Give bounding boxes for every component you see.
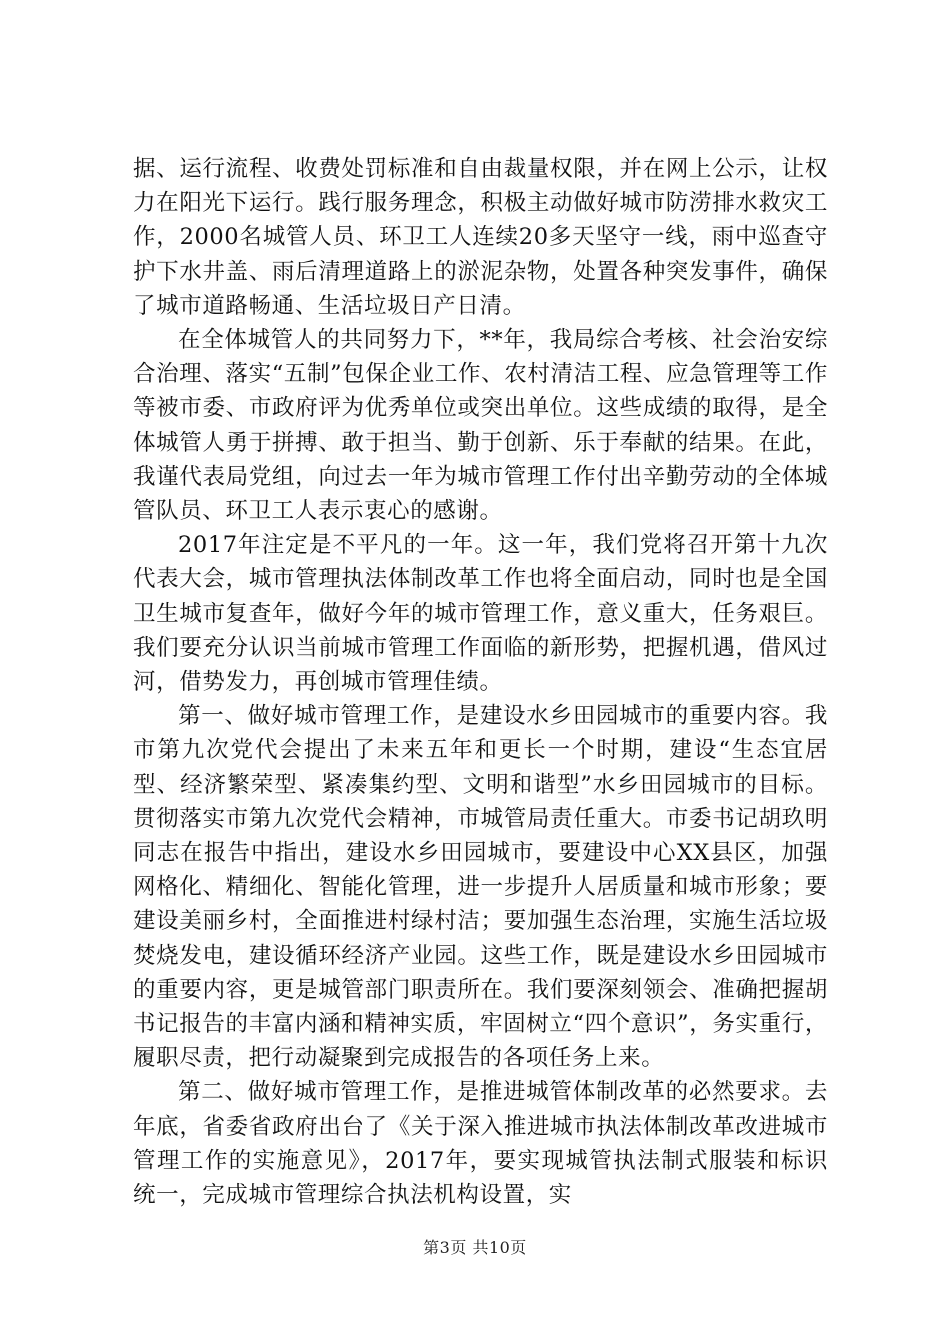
page-number-footer: 第3页 共10页 [423,1238,527,1257]
paragraph-3: 2017年注定是不平凡的一年。这一年，我们党将召开第十九次代表大会，城市管理执法体制改革工作也将全面启动，同时也是全国卫生城市复查年，做好今年的城市管理工作，意义重大，任务艰巨。我们要充分认识当前城市管理工作面临的新形势，把握机遇，借风过河，借势发力，再创城市管理佳绩。 [133,532,828,696]
paragraph-1: 据、运行流程、收费处罚标准和自由裁量权限，并在网上公示，让权力在阳光下运行。践行服务理念，积极主动做好城市防涝排水救灾工作，2000名城管人员、环卫工人连续20多天坚守一线，雨中巡查守护下水井盖、雨后清理道路上的淤泥杂物，处置各种突发事件，确保了城市道路畅通、生活垃圾日产日清。 [133,156,828,319]
paragraph-4: 第一、做好城市管理工作，是建设水乡田园城市的重要内容。我市第九次党代会提出了未来五年和更长一个时期，建设“生态宜居型、经济繁荣型、紧凑集约型、文明和谐型”水乡田园城市的目标。贯彻落实市第九次党代会精神，市城管局责任重大。市委书记胡玖明同志在报告中指出，建设水乡田园城市，要建设中心XX县区，加强网格化、精细化、智能化管理，进一步提升人居质量和城市形象；要建设美丽乡村，全面推进村绿村洁；要加强生态治理，实施生活垃圾焚烧发电，建设循环经济产业园。这些工作，既是建设水乡田园城市的重要内容，更是城管部门职责所在。我们要深刻领会、准确把握胡书记报告的丰富内涵和精神实质，牢固树立“四个意识”，务实重行，履职尽责，把行动凝聚到完成报告的各项任务上来。 [133,703,828,1072]
paragraph-5: 第二、做好城市管理工作，是推进城管体制改革的必然要求。去年底，省委省政府出台了《关于深入推进城市执法体制改革改进城市管理工作的实施意见》，2017年，要实现城管执法制式服装和标识统一，完成城市管理综合执法机构设置，实 [133,1079,828,1209]
paragraph-2: 在全体城管人的共同努力下，**年，我局综合考核、社会治安综合治理、落实“五制”包保企业工作、农村清洁工程、应急管理等工作等被市委、市政府评为优秀单位或突出单位。这些成绩的取得，是全体城管人勇于拼搏、敢于担当、勤于创新、乐于奉献的结果。在此，我谨代表局党组，向过去一年为城市管理工作付出辛勤劳动的全体城管队员、环卫工人表示衷心的感谢。 [133,327,828,525]
document-body [133,152,828,1212]
